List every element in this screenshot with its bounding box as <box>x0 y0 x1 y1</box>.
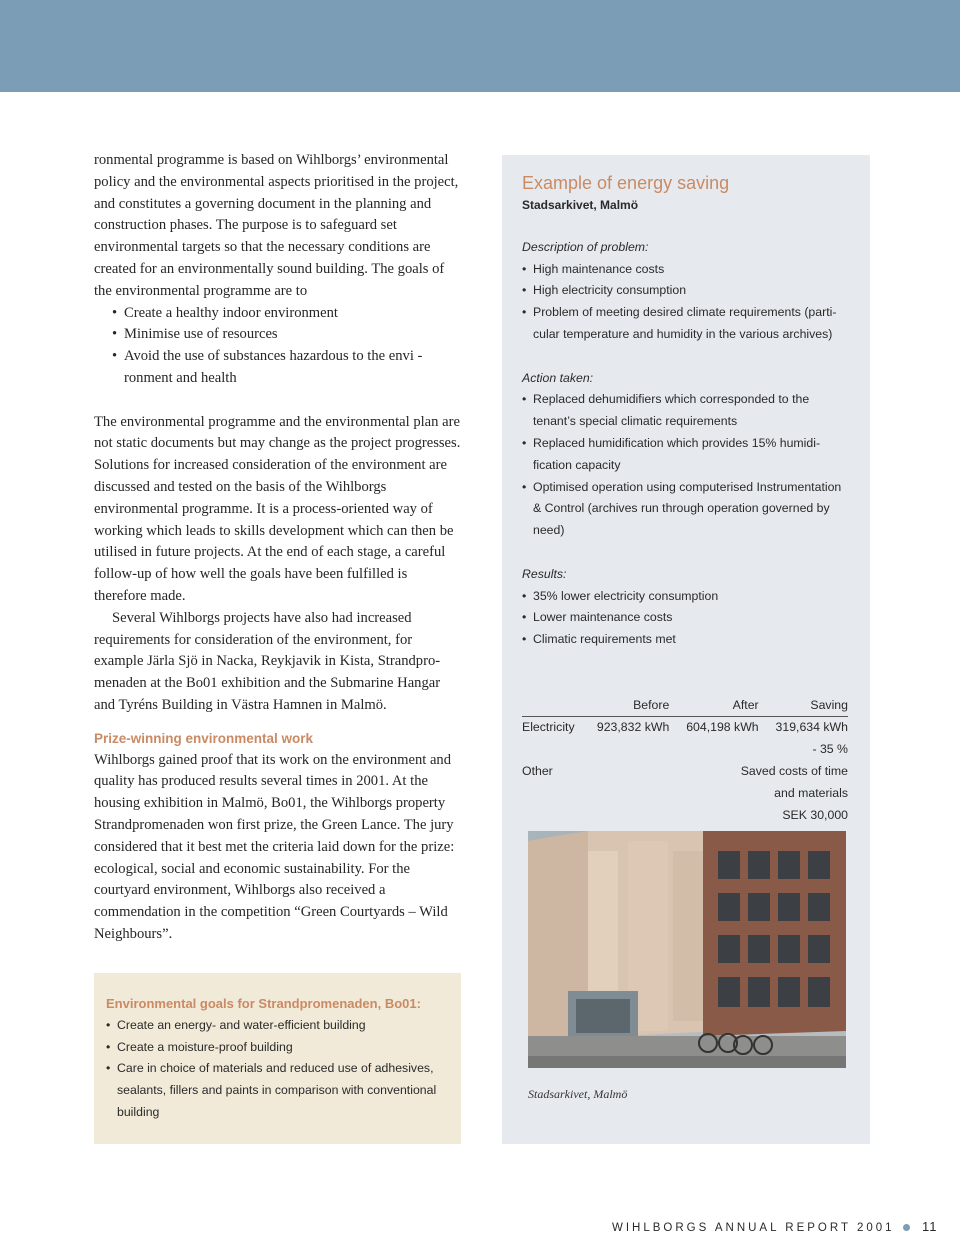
goal-item: • Avoid the use of substances hazardous to the envi - ronment and health <box>94 346 462 390</box>
problem-item: • Problem of meeting desired climate requirements (particular temperature and humidity in the various archives) <box>522 302 852 346</box>
table-cell: and materials <box>774 785 848 800</box>
photo-caption: Stadsarkivet, Malmö <box>528 1087 628 1101</box>
top-color-band <box>0 0 960 92</box>
goals-box-item: • Create an energy- and water-efficient building <box>106 1015 446 1037</box>
table-header <box>522 695 580 717</box>
problem-label: Description of problem: <box>522 239 649 254</box>
main-text-column <box>94 150 462 946</box>
action-item: • Replaced dehumidifiers which corresponded to the tenant’s special climatic requirements <box>522 389 852 433</box>
goals-box-item: • Care in choice of materials and reduced use of adhesives, sealants, fillers and paints in comparison with conventional building <box>106 1058 446 1123</box>
bullet-dot-icon <box>903 1224 910 1231</box>
action-item: • Optimised operation using computerised Instrumentation & Control (archives run through operation governed by need) <box>522 477 852 542</box>
action-list <box>522 389 852 542</box>
goals-box-item: • Create a moisture-proof building <box>106 1037 446 1059</box>
table-cell: - 35 % <box>812 742 848 757</box>
table-row <box>522 783 848 805</box>
body-paragraph-4: Wihlborgs gained proof that its work on the environment and quality has produced results several times in 2001. At the housing exhibition in Malmö, Bo01, the Wihlborgs property Strandpromenaden won first prize, the Green Lance. The jury considered that it best met the criteria laid down for the prize: ecological, social and economic sustainability. For the courtyard environment, Wihlborgs also received a commendation in the competition “Green Courtyards – Wild Neighbours”. <box>94 751 455 942</box>
action-label: Action taken: <box>522 370 594 385</box>
sidebar-title: Example of energy saving <box>522 173 730 193</box>
table-row <box>522 805 848 827</box>
table-cell: 319,634 kWh <box>775 720 848 735</box>
goal-item: • Create a healthy indoor environment <box>94 303 462 325</box>
body-paragraph-3: Several Wihlborgs projects have also had increased requirements for consideration of the environment, for example Järla Sjö in Nacka, Reykjavik in Kista, Strandpromenaden at the Bo01 exhibition and the Submarine Hangar and Tyréns Building in Västra Hamnen in Malmö. <box>94 609 441 713</box>
problem-item: • High maintenance costs <box>522 259 852 281</box>
energy-savings-table <box>522 695 848 827</box>
body-paragraph-1: ronmental programme is based on Wihlborgs’ environmental policy and the environmental aspects prioritised in the project, and constitutes a governing document in the planning and construction phases. The purpose is to safeguard set environmental targets so that the necessary conditions are created for an environmentally sound building. The goals of the environmental programme are to <box>94 152 459 299</box>
page-number: 11 <box>921 1219 938 1234</box>
prize-heading: Prize-winning environmental work <box>94 730 314 746</box>
goals-list <box>94 303 462 390</box>
table-header-row <box>522 695 848 717</box>
table-cell: 923,832 kWh <box>596 720 670 735</box>
goal-item: • Minimise use of resources <box>94 324 462 346</box>
table-cell: SEK 30,000 <box>782 807 848 822</box>
result-item: • Climatic requirements met <box>522 629 852 651</box>
result-item: • 35% lower electricity consumption <box>522 586 852 608</box>
table-cell: Saved costs of time <box>740 763 848 778</box>
sidebar-subtitle: Stadsarkivet, Malmö <box>522 198 639 212</box>
energy-saving-sidebar <box>502 155 870 1144</box>
building-illustration <box>528 831 846 1068</box>
table-cell: 604,198 kWh <box>686 720 759 735</box>
report-title: WIHLBORGS ANNUAL REPORT 2001 <box>612 1222 895 1234</box>
table-cell: Other <box>522 763 553 778</box>
page-footer <box>612 1219 937 1234</box>
table-cell: Electricity <box>522 720 575 735</box>
result-item: • Lower maintenance costs <box>522 607 852 629</box>
table-header: After <box>669 695 758 717</box>
problem-list <box>522 259 852 346</box>
table-header: Saving <box>759 695 848 717</box>
body-paragraph-2: The environmental programme and the environmental plan are not static documents but may change as the project progresses. Solutions for increased consideration of the environment are discussed and tested on the basis of the Wihlborgs environmental programme. It is a process-oriented way of working which leads to skills development which can then be utilised in future projects. At the end of each stage, a careful follow-up of how well the goals have been fulfilled is therefore made. <box>94 413 461 604</box>
problem-item: • High electricity consumption <box>522 280 852 302</box>
table-row <box>522 717 848 739</box>
building-photo <box>528 831 846 1068</box>
action-item: • Replaced humidification which provides 15% humidification capacity <box>522 433 852 477</box>
goals-box-title: Environmental goals for Strandpromenaden, Bo01: <box>106 996 421 1011</box>
environmental-goals-box <box>94 973 461 1144</box>
goals-box-list <box>106 1015 446 1124</box>
table-header: Before <box>580 695 669 717</box>
table-row <box>522 761 848 783</box>
results-list <box>522 586 852 651</box>
results-label: Results: <box>522 566 567 581</box>
table-row <box>522 739 848 761</box>
